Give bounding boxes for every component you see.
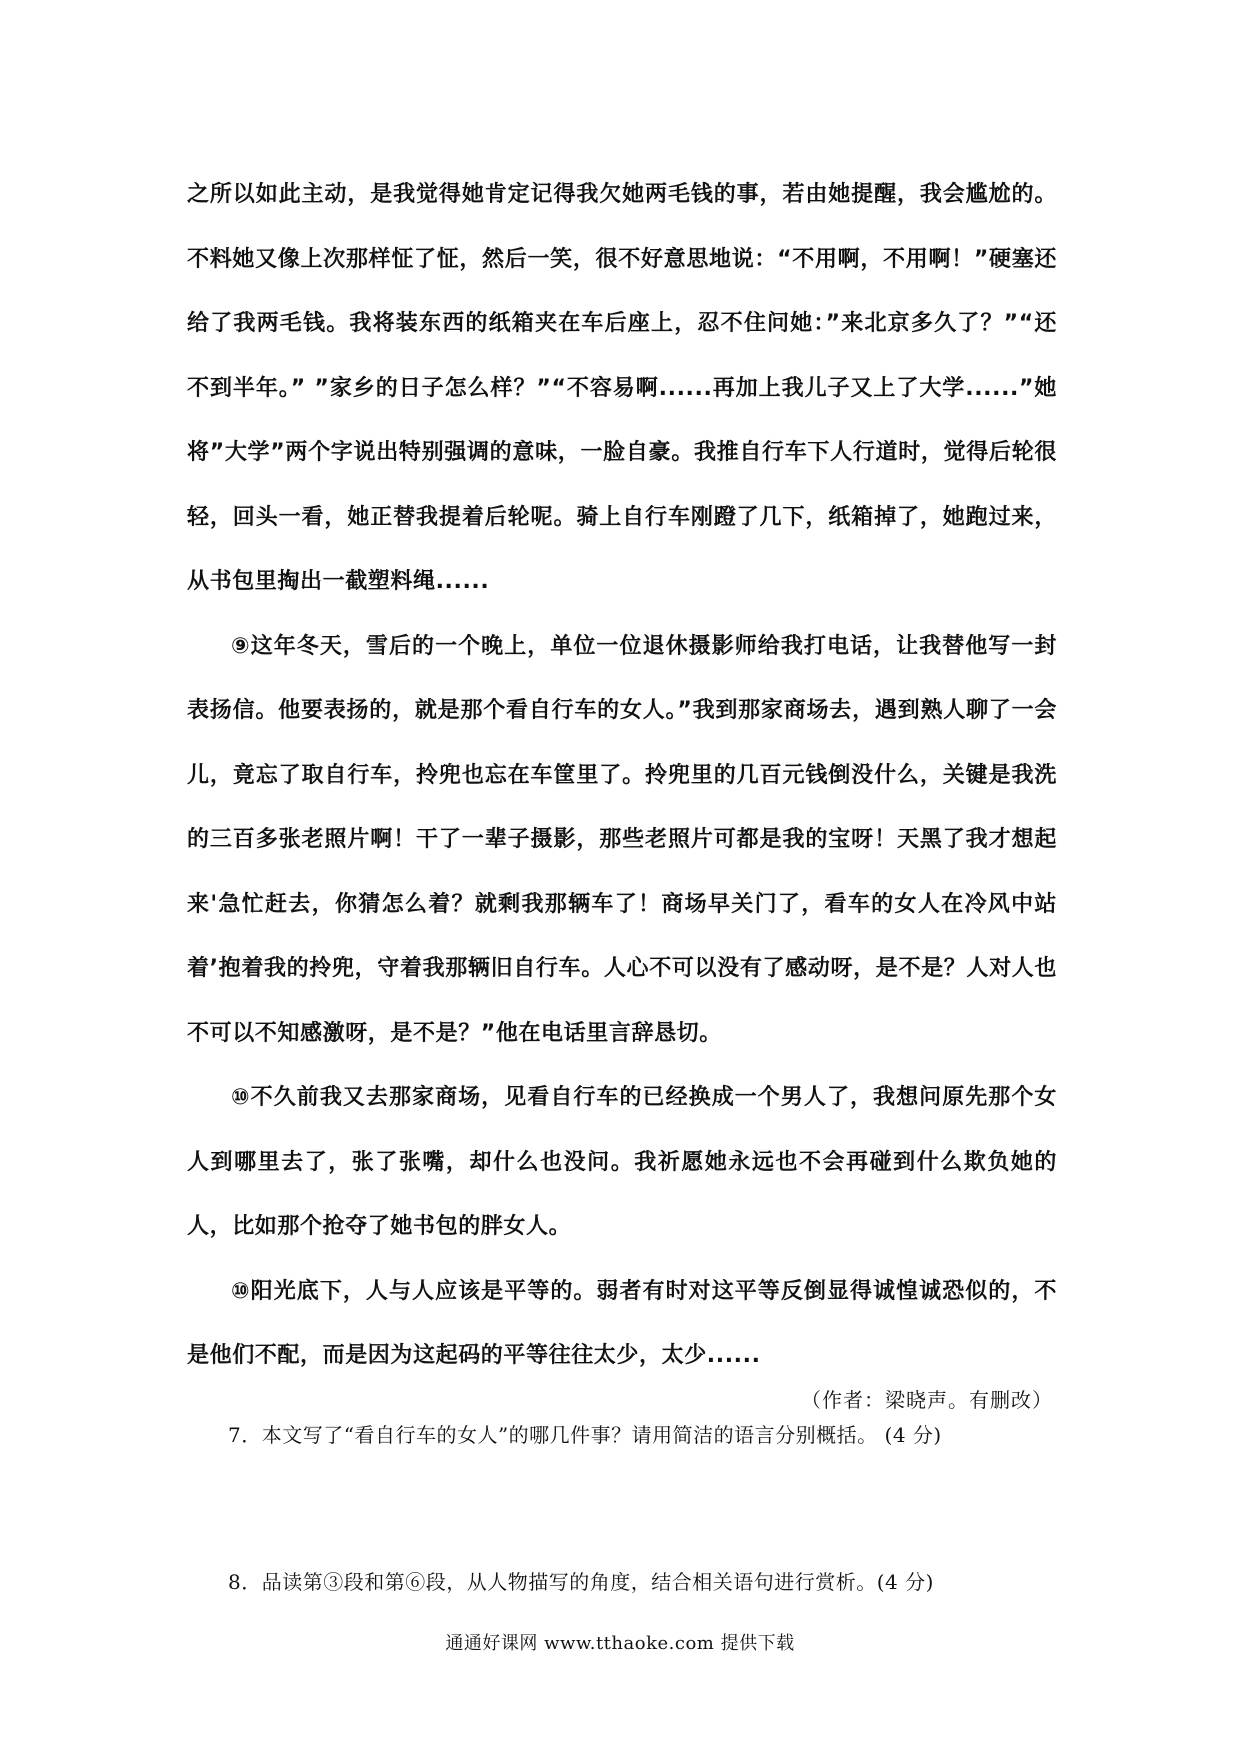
paragraph-10: ⑩不久前我又去那家商场，见看自行车的已经换成一个男人了，我想问原先那个女人到哪里去了，张了张嘴，却什么也没问。我祈愿她永远也不会再碰到什么欺负她的人，比如那个抢夺了她书包的胖女人。 [187,1085,1057,1239]
paragraph-9: ⑨这年冬天，雪后的一个晚上，单位一位退休摄影师给我打电话，让我替他写一封表扬信。他要表扬的，就是那个看自行车的女人。”我到那家商场去，遇到熟人聊了一会儿，竟忘了取自行车，拎兜也忘在车筐里了。拎兜里的几百元钱倒没什么，关键是我洗的三百多张老照片啊！干了一辈子摄影，那些老照片可都是我的宝呀！天黑了我才想起来'急忙赶去，你猜怎么着？就剩我那辆车了！商场早关门了，看车的女人在冷风中站着’抱着我的拎兜，守着我那辆旧自行车。人心不可以没有了感动呀，是不是？人对人也不可以不知感激呀，是不是？”他在电话里言辞恳切。 [187,633,1057,1046]
paragraph-11: ⑩阳光底下，人与人应该是平等的。弱者有时对这平等反倒显得诚惶诚恐似的，不是他们不配，而是因为这起码的平等往往太少，太少...... [187,1278,1057,1368]
page-footer: 通通好课网 www.tthaoke.com 提供下载 [445,1633,795,1654]
author-attribution: （作者：梁晓声。有删改） [801,1388,1053,1412]
question-8: 8．品读第③段和第⑥段，从人物描写的角度，结合相关语句进行赏析。(4 分) [228,1570,934,1594]
question-7: 7．本文写了“看自行车的女人”的哪几件事？请用简洁的语言分别概括。 (4 分) [228,1423,942,1447]
article-body [187,163,1057,1389]
paragraph-continuation: 之所以如此主动，是我觉得她肯定记得我欠她两毛钱的事，若由她提醒，我会尴尬的。不料她又像上次那样怔了怔，然后一笑，很不好意思地说：“不用啊，不用啊！”硬塞还给了我两毛钱。我将装东西的纸箱夹在车后座上，忍不住问她：”来北京多久了？”“还不到半年。” ”家乡的日子怎么样？”“不容易啊......再加上我儿子又上了大学......”她将”大学”两个字说出特别强调的意味，一脸自豪。我推自行车下人行道时，觉得后轮很轻，回头一看，她正替我提着后轮呢。骑上自行车刚蹬了几下，纸箱掉了，她跑过来，从书包里掏出一截塑料绳...... [187,182,1057,594]
